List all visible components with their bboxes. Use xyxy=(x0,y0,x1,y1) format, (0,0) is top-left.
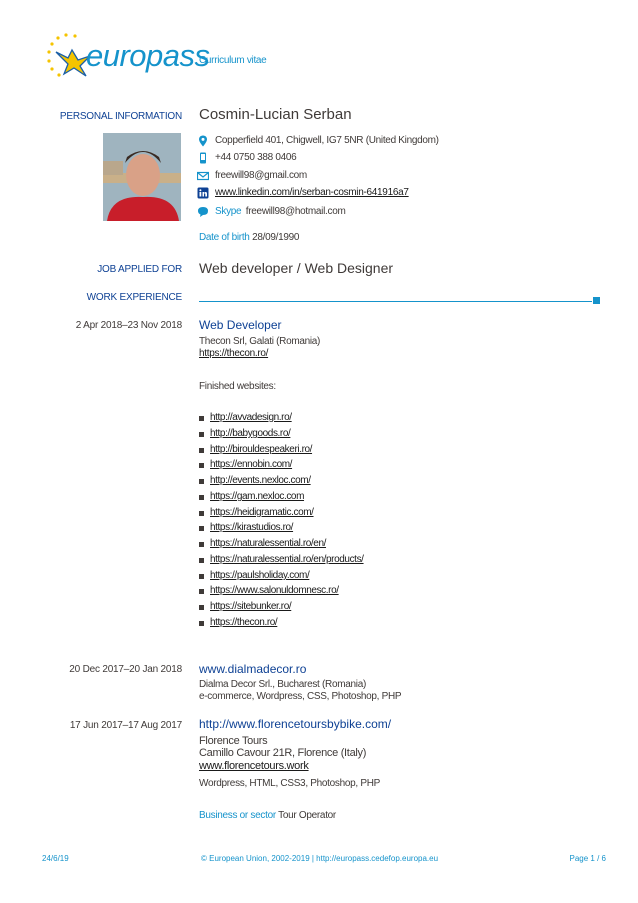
site-link[interactable]: https://kirastudios.ro/ xyxy=(210,522,294,533)
entry-2-employer: Dialma Decor Srl., Bucharest (Romania) xyxy=(199,679,366,690)
entry-3-url[interactable]: www.florencetours.work xyxy=(199,760,309,772)
full-name: Cosmin-Lucian Serban xyxy=(199,106,352,123)
entry-1-title: Web Developer xyxy=(199,318,282,332)
bullet-icon xyxy=(199,621,204,626)
sector-value: Tour Operator xyxy=(278,810,336,821)
footer-copyright: © European Union, 2002-2019 | http://europass.cedefop.europa.eu xyxy=(201,854,439,863)
bullet-icon xyxy=(199,448,204,453)
bullet-icon xyxy=(199,605,204,610)
entry-3-employer: Florence Tours xyxy=(199,735,268,747)
entry-1-employer: Thecon Srl, Galati (Romania) xyxy=(199,336,321,347)
job-applied-label: JOB APPLIED FOR xyxy=(97,264,182,275)
cv-label: Curriculum vitae xyxy=(199,55,267,66)
linkedin-icon xyxy=(197,187,209,199)
site-link[interactable]: http://avvadesign.ro/ xyxy=(210,412,292,423)
site-link[interactable]: http://events.nexloc.com/ xyxy=(210,475,311,486)
bullet-icon xyxy=(199,589,204,594)
site-link[interactable]: https://ennobin.com/ xyxy=(210,459,293,470)
site-link[interactable]: https://www.salonuldomnesc.ro/ xyxy=(210,585,339,596)
site-link[interactable]: https://naturalessential.ro/en/ xyxy=(210,538,327,549)
address: Copperfield 401, Chigwell, IG7 5NR (United Kingdom) xyxy=(215,135,439,146)
bullet-icon xyxy=(199,479,204,484)
site-link[interactable]: http://birouldespeakeri.ro/ xyxy=(210,444,313,455)
site-link[interactable]: http://babygoods.ro/ xyxy=(210,428,291,439)
site-link[interactable]: https://gam.nexloc.com xyxy=(210,491,305,502)
logo-text: europass xyxy=(86,38,210,73)
entry-2-title: www.dialmadecor.ro xyxy=(199,662,307,676)
email[interactable]: freewill98@gmail.com xyxy=(215,170,307,181)
email-envelope-icon xyxy=(197,170,209,182)
site-link[interactable]: https://paulsholiday.com/ xyxy=(210,570,310,581)
entry-3-address: Camillo Cavour 21R, Florence (Italy) xyxy=(199,747,367,759)
entry-1-dates: 2 Apr 2018–23 Nov 2018 xyxy=(75,320,182,331)
location-pin-icon xyxy=(197,135,209,147)
bullet-icon xyxy=(199,432,204,437)
skype-label: Skype xyxy=(215,206,242,217)
europass-logo xyxy=(42,30,210,82)
site-link[interactable]: https://naturalessential.ro/en/products/ xyxy=(210,554,364,565)
job-title: Web developer / Web Designer xyxy=(199,260,394,276)
footer-date: 24/6/19 xyxy=(42,854,69,863)
person-portrait-icon xyxy=(103,133,181,221)
skype-chat-icon xyxy=(197,206,209,218)
entry-3-title: http://www.florencetoursbybike.com/ xyxy=(199,717,392,731)
entry-1-finished-label: Finished websites: xyxy=(199,381,276,392)
phone: +44 0750 388 0406 xyxy=(215,152,297,163)
bullet-icon xyxy=(199,511,204,516)
mobile-phone-icon xyxy=(197,152,209,164)
footer-page-number: Page 1 / 6 xyxy=(569,854,606,863)
dob-label: Date of birth xyxy=(199,232,250,243)
bullet-icon xyxy=(199,416,204,421)
section-divider xyxy=(199,301,592,302)
site-link[interactable]: https://thecon.ro/ xyxy=(210,617,278,628)
bullet-icon xyxy=(199,463,204,468)
dob-value: 28/09/1990 xyxy=(252,232,300,243)
site-link[interactable]: https://sitebunker.ro/ xyxy=(210,601,292,612)
sector-label: Business or sector xyxy=(199,810,276,821)
personal-info-label: PERSONAL INFORMATION xyxy=(59,111,182,122)
profile-photo xyxy=(103,133,181,221)
work-experience-label: WORK EXPERIENCE xyxy=(86,292,182,303)
entry-2-dates: 20 Dec 2017–20 Jan 2018 xyxy=(69,664,182,675)
entry-3-dates: 17 Jun 2017–17 Aug 2017 xyxy=(69,720,182,731)
section-divider-end-square xyxy=(593,297,600,304)
linkedin-link[interactable]: www.linkedin.com/in/serban-cosmin-641916a7 xyxy=(215,187,409,198)
entry-1-url[interactable]: https://thecon.ro/ xyxy=(199,348,269,359)
bullet-icon xyxy=(199,495,204,500)
site-link[interactable]: https://heidigramatic.com/ xyxy=(210,507,314,518)
bullet-icon xyxy=(199,574,204,579)
bullet-icon xyxy=(199,526,204,531)
bullet-icon xyxy=(199,558,204,563)
bullet-icon xyxy=(199,542,204,547)
entry-2-description: e-commerce, Wordpress, CSS, Photoshop, PHP xyxy=(199,691,402,702)
skype-id: freewill98@hotmail.com xyxy=(245,206,346,217)
entry-3-description: Wordpress, HTML, CSS3, Photoshop, PHP xyxy=(199,778,381,789)
